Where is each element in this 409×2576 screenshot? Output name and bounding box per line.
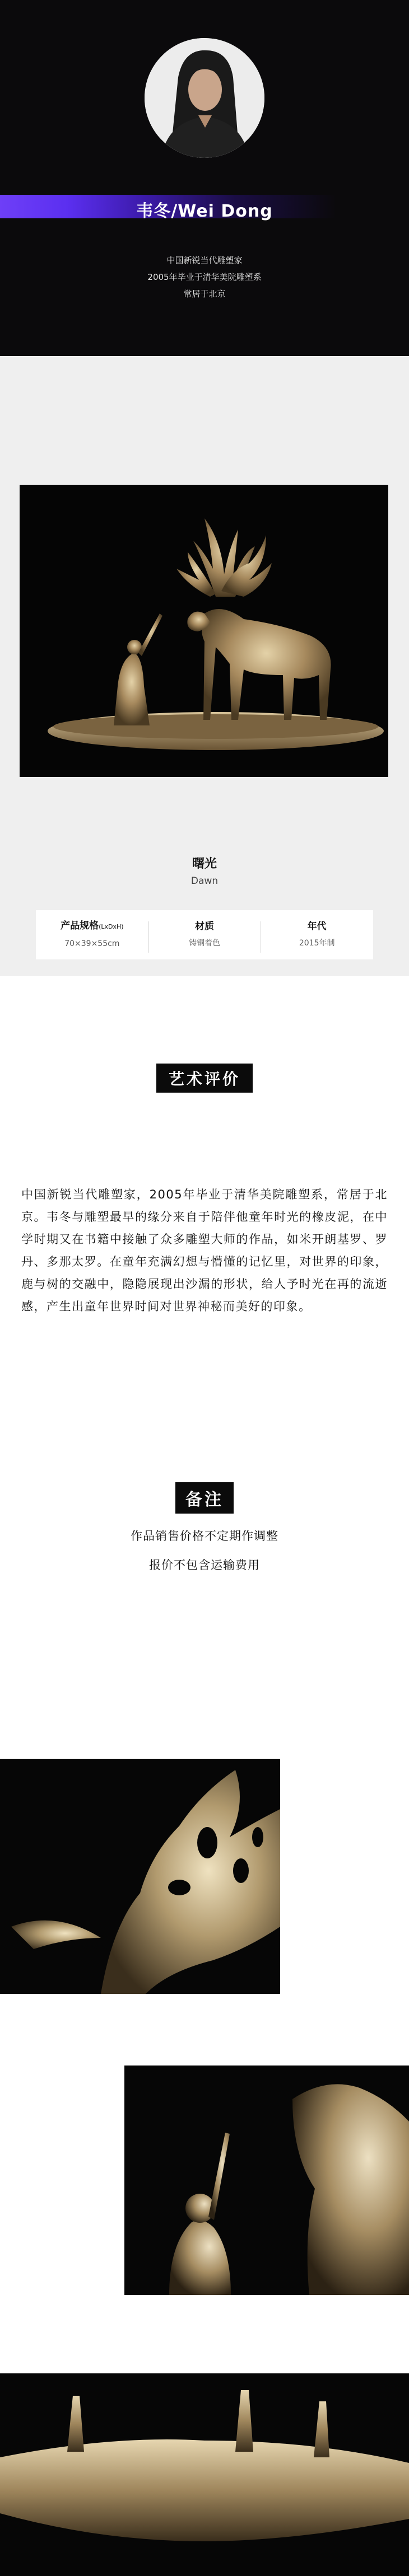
spec-value: 2015年制 <box>299 939 335 948</box>
notes-title: 备注 <box>175 1482 234 1514</box>
artwork-title-en: Dawn <box>190 875 219 887</box>
critique-heading <box>0 1064 409 1093</box>
detail-photo-girl[interactable] <box>124 2066 409 2295</box>
spec-card <box>36 910 373 959</box>
spec-material <box>148 918 261 952</box>
spec-value: 70×39×55cm <box>64 939 120 948</box>
artist-avatar <box>145 38 264 158</box>
base-detail-icon <box>0 2373 409 2576</box>
spec-label: 材质 <box>195 921 214 932</box>
bio-line: 2005年毕业于清华美院雕塑系 <box>147 272 262 282</box>
spec-label-suffix: (LxDxH) <box>99 923 124 930</box>
critique-section <box>0 976 409 1482</box>
notes-heading <box>0 1482 409 1514</box>
bio-line: 常居于北京 <box>183 289 226 299</box>
spec-year <box>261 918 373 952</box>
deer-sculpture-icon <box>20 485 388 777</box>
detail-photo-antlers[interactable] <box>0 1759 280 1994</box>
bio-line: 中国新锐当代雕塑家 <box>166 255 243 265</box>
girl-detail-icon <box>124 2066 409 2295</box>
artwork-photo[interactable] <box>20 485 388 777</box>
artist-bio <box>0 252 409 302</box>
artist-header <box>0 0 409 356</box>
spec-label: 产品规格(LxDxH) <box>61 920 124 931</box>
spec-value: 铸铜着色 <box>189 939 220 948</box>
critique-title: 艺术评价 <box>156 1064 253 1093</box>
critique-text: 中国新锐当代雕塑家，2005年毕业于清华美院雕塑系，常居于北京。韦冬与雕塑最早的缘分来自于陪伴他童年时光的橡皮泥，在中学时期又在书籍中接触了众多雕塑大师的作品，如米开朗基罗、罗丹、多那太罗。在童年充满幻想与懵懂的记忆里，对世界的印象，鹿与树的交融中，隐隐展现出沙漏的形状，给人予时光在再的流逝感，产生出童年世界时间对世界神秘而美好的印象。 <box>21 1188 388 1313</box>
artwork-section <box>0 356 409 976</box>
spec-label: 年代 <box>307 921 327 932</box>
antler-detail-icon <box>0 1759 280 1994</box>
notes-section <box>0 1482 409 1759</box>
detail-photo-base[interactable] <box>0 2373 409 2576</box>
artist-portrait-icon <box>145 38 264 158</box>
note-line: 作品销售价格不定期作调整 <box>131 1529 278 1543</box>
detail-photos <box>0 1759 409 2576</box>
artwork-title-cn: 曙光 <box>192 857 217 871</box>
note-line: 报价不包含运输费用 <box>149 1558 260 1572</box>
spec-size <box>36 917 148 952</box>
artist-name: 韦冬/Wei Dong <box>136 202 273 221</box>
